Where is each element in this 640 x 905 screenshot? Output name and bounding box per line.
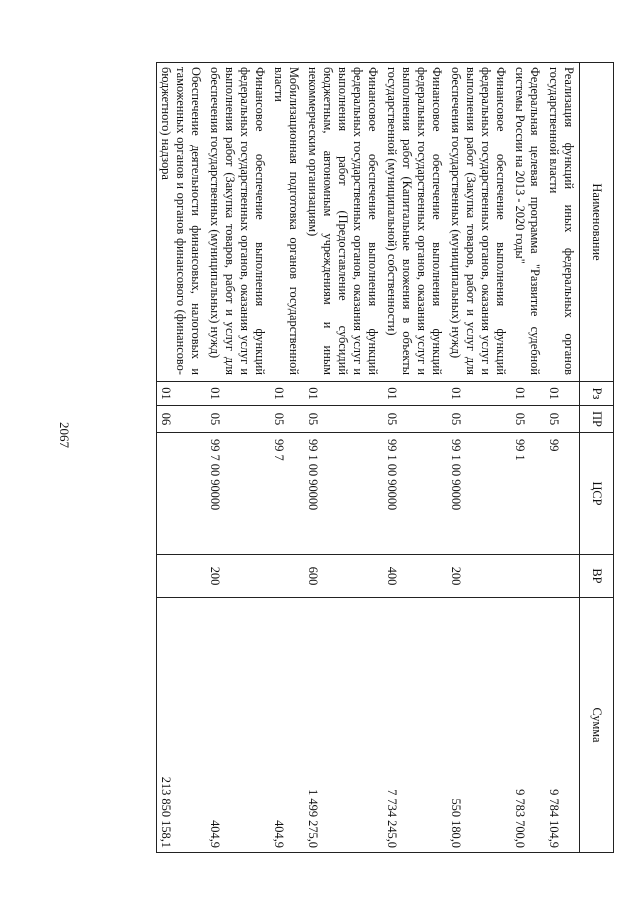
budget-table-container	[86, 62, 614, 852]
header-rz: Рз	[580, 382, 614, 406]
cell-rz: 01	[511, 382, 545, 406]
table-row	[545, 63, 580, 853]
cell-pr: 05	[304, 406, 383, 433]
cell-vr: 200	[447, 555, 511, 598]
header-sum: Сумма	[580, 598, 614, 853]
cell-csr: 99 1 00 90000	[447, 433, 511, 555]
page-number: 2067	[57, 422, 72, 448]
cell-vr: 600	[304, 555, 383, 598]
cell-csr: 99 7	[270, 433, 304, 555]
cell-sum: 7 734 245,0	[383, 598, 447, 853]
table-row	[511, 63, 545, 853]
cell-csr	[157, 433, 207, 555]
cell-rz: 01	[545, 382, 580, 406]
cell-csr: 99 1 00 90000	[383, 433, 447, 555]
cell-rz: 01	[447, 382, 511, 406]
cell-pr: 05	[545, 406, 580, 433]
cell-name: Финансовое обеспечение выполнения функций федеральных государственных органов, оказания услуг и выполнения работ (Закупка товаров, работ и услуг для обеспечения государственных (муниципальных) нужд)	[206, 63, 270, 382]
cell-csr: 99 1	[511, 433, 545, 555]
cell-pr: 05	[511, 406, 545, 433]
cell-sum: 1 499 275,0	[304, 598, 383, 853]
cell-csr: 99 7 00 90000	[206, 433, 270, 555]
header-csr: ЦСР	[580, 433, 614, 555]
cell-vr	[157, 555, 207, 598]
cell-rz: 01	[157, 382, 207, 406]
cell-name: Обеспечение деятельности финансовых, налоговых и таможенных органов и органов финансового (финансово-бюджетного) надзора	[157, 63, 207, 382]
cell-sum: 213 850 158,1	[157, 598, 207, 853]
cell-sum: 404,9	[270, 598, 304, 853]
cell-sum: 9 784 104,9	[545, 598, 580, 853]
cell-pr: 06	[157, 406, 207, 433]
cell-name: Реализация функций иных федеральных органов государственной власти	[545, 63, 580, 382]
table-row	[157, 63, 207, 853]
cell-name: Федеральная целевая программа "Развитие судебной системы России на 2013 - 2020 годы"	[511, 63, 545, 382]
cell-name: Финансовое обеспечение выполнения функций федеральных государственных органов, оказания услуг и выполнения работ (Капитальные вложения в объекты государственной (муниципальной) собственности)	[383, 63, 447, 382]
cell-name: Финансовое обеспечение выполнения функций федеральных государственных органов, оказания услуг и выполнения работ (Предоставление субсидий бюджетным, автономным учреждениям и иным некоммерческим организациям)	[304, 63, 383, 382]
header-vr: ВР	[580, 555, 614, 598]
table-row	[447, 63, 511, 853]
cell-rz: 01	[383, 382, 447, 406]
cell-sum: 550 180,0	[447, 598, 511, 853]
cell-pr: 05	[447, 406, 511, 433]
table-row	[383, 63, 447, 853]
cell-rz: 01	[206, 382, 270, 406]
cell-vr: 200	[206, 555, 270, 598]
cell-pr: 05	[206, 406, 270, 433]
cell-csr: 99	[545, 433, 580, 555]
cell-csr: 99 1 00 90000	[304, 433, 383, 555]
header-pr: ПР	[580, 406, 614, 433]
table-row	[304, 63, 383, 853]
table-header-row	[580, 63, 614, 853]
cell-vr	[545, 555, 580, 598]
header-name: Наименование	[580, 63, 614, 382]
cell-sum: 404,9	[206, 598, 270, 853]
cell-pr: 05	[383, 406, 447, 433]
cell-vr	[270, 555, 304, 598]
table-row	[206, 63, 270, 853]
cell-rz: 01	[270, 382, 304, 406]
cell-vr	[511, 555, 545, 598]
cell-name: Финансовое обеспечение выполнения функций федеральных государственных органов, оказания услуг и выполнения работ (Закупка товаров, работ и услуг для обеспечения государственных (муниципальных) нужд)	[447, 63, 511, 382]
budget-table	[156, 62, 614, 853]
cell-rz: 01	[304, 382, 383, 406]
table-row	[270, 63, 304, 853]
cell-name: Мобилизационная подготовка органов государственной власти	[270, 63, 304, 382]
cell-pr: 05	[270, 406, 304, 433]
cell-vr: 400	[383, 555, 447, 598]
cell-sum: 9 783 700,0	[511, 598, 545, 853]
